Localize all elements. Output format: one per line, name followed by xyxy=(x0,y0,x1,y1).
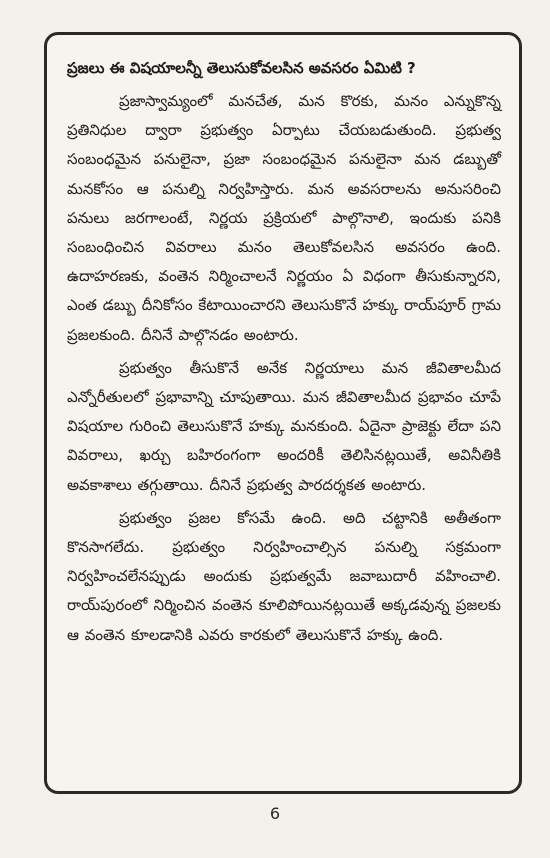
text-frame xyxy=(44,32,522,794)
paragraph-accountability: ప్రభుత్వం ప్రజల కోసమే ఉంది. అది చట్టానికి అతీతంగా కొనసాగలేదు. ప్రభుత్వం నిర్వహించాల్సిన పనుల్ని సక్రమంగా నిర్వహించలేనప్పుడు అందుకు ప్రభుత్వమే జవాబుదారీ వహించాలి. రాయ్‌పురంలో నిర్మించిన వంతెన కూలిపోయినట్లయితే అక్కడవున్న ప్రజలకు ఆ వంతెన కూలడానికి ఎవరు కారకులో తెలుసుకొనే హక్కు ఉంది. xyxy=(67,508,501,644)
paragraph-transparency: ప్రభుత్వం తీసుకొనే అనేక నిర్ణయాలు మన జీవితాలమీద ఎన్నోరీతులలో ప్రభావాన్ని చూపుతాయి. మన జీవితాలమీద ప్రభావం చూపే విషయాల గురించి తెలుసుకొనే హక్కు మనకుంది. ఏదైనా ప్రాజెక్టు లేదా పని వివరాలు, ఖర్చు బహిరంగంగా అందరికీ తెలిసినట్లయితే, అవినీతికి అవకాశాలు తగ్గుతాయి. దీనినే ప్రభుత్వ పారదర్శకత అంటారు. xyxy=(67,358,501,494)
page-number: 6 xyxy=(269,804,281,823)
paragraph-participation: ప్రజాస్వామ్యంలో మనచేత, మన కొరకు, మనం ఎన్నుకొన్న ప్రతినిధుల ద్వారా ప్రభుత్వం ఏర్పాటు చేయబడుతుంది. ప్రభుత్వ సంబంధమైన పనులైనా, ప్రజా సంబంధమైన పనులైనా మన డబ్బుతో మనకోసం ఆ పనుల్ని నిర్వహిస్తారు. మన అవసరాలను అనుసరించి పనులు జరగాలంటే, నిర్ణయ ప్రక్రియలో పాల్గొనాలి, ఇందుకు పనికి సంబంధించిన వివరాలు మనం తెలుకోవలసిన అవసరం ఉంది. ఉదాహరణకు, వంతెన నిర్మించాలనే నిర్ణయం ఏ విధంగా తీసుకున్నారని, ఎంత డబ్బు దీనికోసం కేటాయించారని తెలుసుకొనే హక్కు రాయ్‌పూర్ గ్రామ ప్రజలకుంది. దీనినే పాల్గొనడం అంటారు. xyxy=(67,92,501,344)
section-heading: ప్రజలు ఈ విషయాలన్నీ తెలుసుకోవలసిన అవసరం ఏమిటి ? xyxy=(67,59,416,77)
